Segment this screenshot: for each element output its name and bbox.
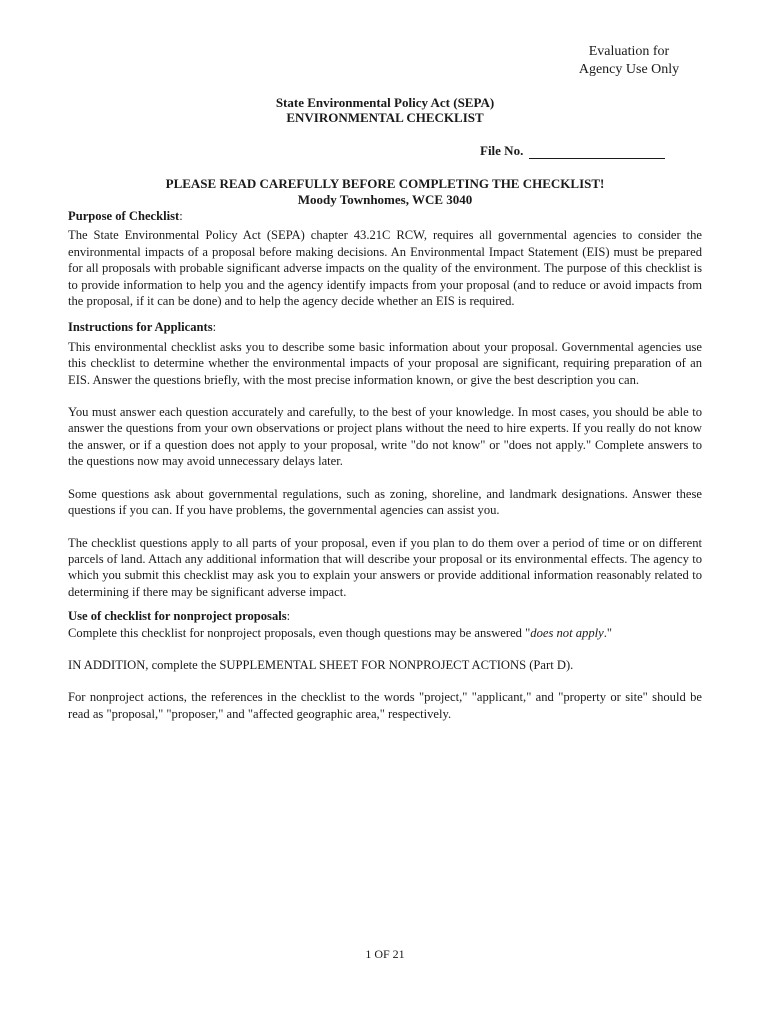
warning-heading: PLEASE READ CAREFULLY BEFORE COMPLETING THE CHECKLIST! [165, 176, 605, 191]
references-paragraph: For nonproject actions, the references in the checklist to the words "project," "applicant," and "property or site" should be read as "proposal," "proposer," and "affected geographic area," respectively. [68, 690, 702, 721]
instructions-paragraph-4: The checklist questions apply to all parts of your proposal, even if you plan to do them over a period of time or on different parcels of land. Attach any additional information that will describe your proposal or its environmental effects. The agency to which you submit this checklist may ask you to explain your answers or provide additional information reasonably related to determining if there may be significant adverse impact. [68, 535, 702, 599]
nonproject-italic-text: does not apply [530, 625, 604, 640]
instructions-paragraph-2: You must answer each question accurately and carefully, to the best of your knowledge. In most cases, you should be able to answer the questions from your own observations or project plans without the need to hire experts. If you really do not know the answer, or if a question does not apply to your proposal, write "do not know" or "does not apply." Complete answers to the questions now may avoid unnecessary delays later. [68, 405, 702, 469]
nonproject-heading-text: Use of checklist for nonproject proposals [68, 609, 287, 624]
agency-use-box [554, 43, 704, 79]
nonproject-text: Complete this checklist for nonproject proposals, even though questions may be answered " [68, 625, 531, 640]
purpose-heading-text: Purpose of Checklist [68, 209, 180, 223]
instructions-heading: Instructions for Applicants: [68, 320, 217, 335]
addition-paragraph: IN ADDITION, complete the SUPPLEMENTAL SHEET FOR NONPROJECT ACTIONS (Part D). [68, 657, 574, 672]
nonproject-heading: Use of checklist for nonproject proposals: [68, 609, 291, 624]
file-number-blank[interactable] [529, 146, 665, 159]
purpose-heading: Purpose of Checklist: [68, 209, 183, 223]
file-number-field [480, 143, 665, 159]
agency-use-label: Agency Use Only [578, 62, 680, 77]
document-title [0, 95, 770, 125]
nonproject-text-end: ." [603, 625, 613, 640]
title-line-1: State Environmental Policy Act (SEPA) [275, 95, 495, 110]
evaluation-label: Evaluation for [588, 44, 670, 59]
title-line-2: ENVIRONMENTAL CHECKLIST [286, 110, 484, 125]
nonproject-paragraph [68, 625, 702, 641]
project-name: Moody Townhomes, WCE 3040 [297, 192, 473, 207]
instructions-paragraph-1: This environmental checklist asks you to describe some basic information about your proposal. Governmental agencies use this checklist to determine whether the environmental impacts of your proposal are significant, requiring preparation of an EIS. Answer the questions briefly, with the most precise information known, or give the best description you can. [68, 339, 702, 387]
instructions-paragraph-3: Some questions ask about governmental regulations, such as zoning, shoreline, and landmark designations. Answer these questions if you can. If you have problems, the governmental agencies can assist you. [68, 486, 702, 518]
file-number-label: File No. [480, 143, 524, 158]
page-number: 1 OF 21 [365, 947, 405, 961]
purpose-paragraph: The State Environmental Policy Act (SEPA) chapter 43.21C RCW, requires all governmental agencies to consider the environmental impacts of a proposal before making decisions. An Environmental Impact Statement (EIS) must be prepared for all proposals with probable significant adverse impacts on the quality of the environment. The purpose of this checklist is to provide information to help you and the agency identify impacts from your proposal (and to reduce or avoid impacts from the proposal, if it can be done) and to help the agency decide whether an EIS is required. [68, 228, 702, 309]
instructions-heading-text: Instructions for Applicants [68, 320, 213, 335]
document-body [68, 208, 702, 730]
notice [0, 176, 770, 208]
